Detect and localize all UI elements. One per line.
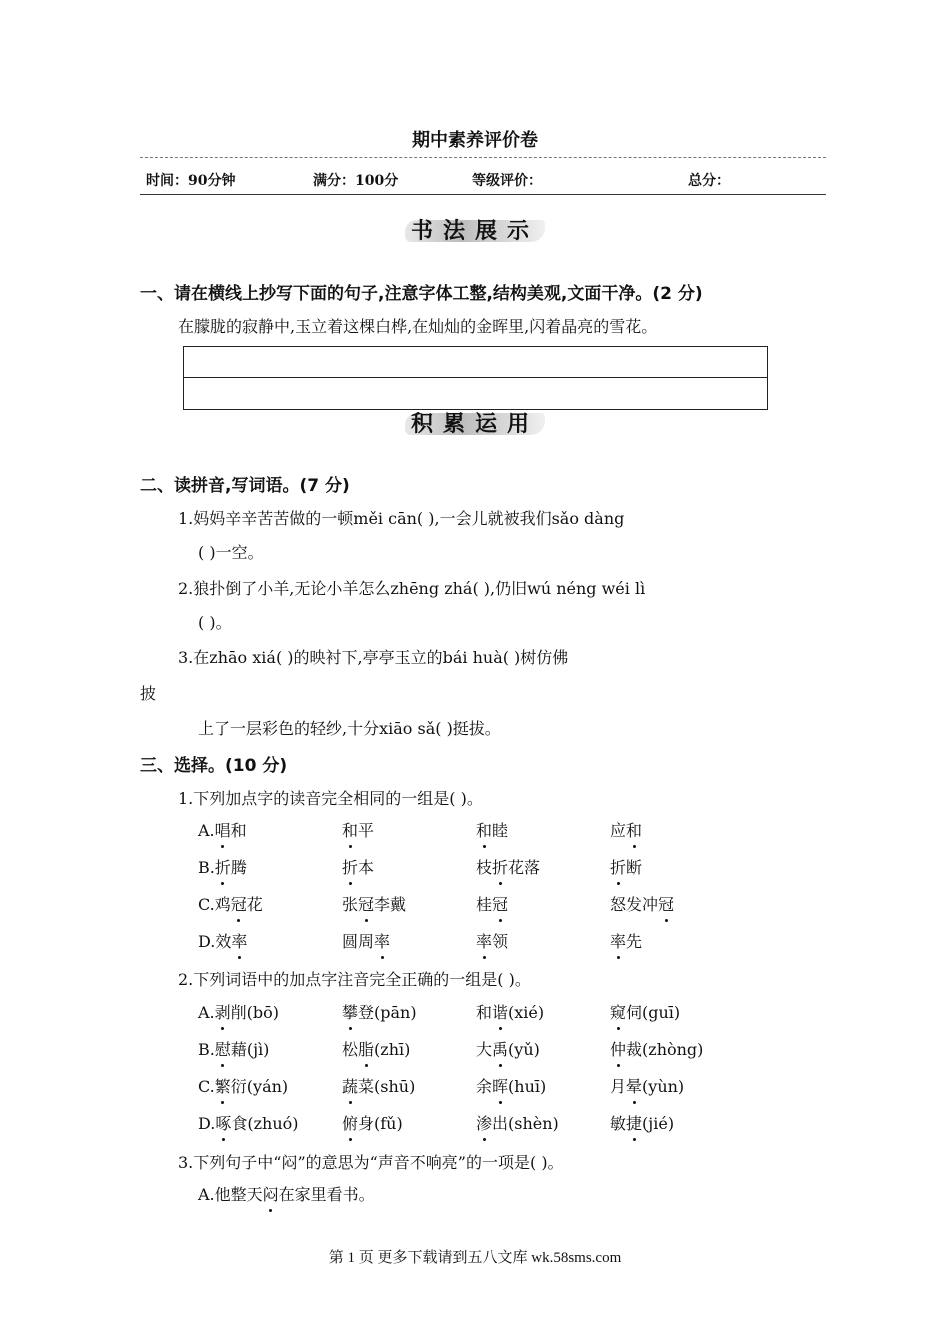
dotted-char: 冠 xyxy=(658,892,674,915)
dotted-char: 和 xyxy=(342,818,358,841)
full-score-label: 满分：100分 xyxy=(313,173,399,189)
time-label: 时间：90分钟 xyxy=(146,173,236,189)
dotted-char: 谐 xyxy=(492,1000,508,1023)
banner-label: 积累运用 xyxy=(410,412,539,437)
dotted-char: 唱 xyxy=(215,818,231,841)
q3-sub1-option xyxy=(610,818,642,841)
dotted-char: 禹 xyxy=(492,1037,508,1060)
dotted-char: 率 xyxy=(476,929,492,952)
option-text: 菜(shū) xyxy=(358,1077,416,1096)
option-text: 大 xyxy=(476,1040,493,1059)
q3-sub1-option xyxy=(198,855,247,878)
option-text: 本 xyxy=(358,858,375,877)
section-banner-calligraphy xyxy=(405,214,545,244)
section-banner-accumulation xyxy=(405,407,545,437)
q2-line: 3.在zhāo xiá( )的映衬下,亭亭玉立的bái huà( )树仿佛 xyxy=(178,648,569,667)
option-text: 敏 xyxy=(610,1114,627,1133)
option-text: 圆周 xyxy=(342,932,375,951)
question-1-title: 一、请在横线上抄写下面的句子,注意字体工整,结构美观,文面干净。(2 分) xyxy=(140,284,703,304)
q3-sub1-option xyxy=(342,855,374,878)
question-3-title: 三、选择。(10 分) xyxy=(140,756,288,776)
option-text: 领 xyxy=(492,932,509,951)
writing-line xyxy=(184,377,767,378)
dotted-char: 俯 xyxy=(342,1111,358,1134)
option-text: 松 xyxy=(342,1040,359,1059)
option-text: 余 xyxy=(476,1077,493,1096)
option-text: (jié) xyxy=(642,1114,675,1133)
q3-sub2-option xyxy=(610,1000,680,1023)
dotted-char: 攀 xyxy=(342,1000,358,1023)
option-text: 登(pān) xyxy=(358,1003,417,1022)
q3-sub1-option xyxy=(476,818,508,841)
option-text: 食(zhuó) xyxy=(231,1114,299,1133)
q3-sub1-option xyxy=(610,929,642,952)
q2-line: ( )。 xyxy=(198,613,232,632)
option-text: A. xyxy=(198,1003,215,1022)
option-text: (huī) xyxy=(508,1077,547,1096)
dotted-char: 捷 xyxy=(626,1111,642,1134)
option-text: D.效 xyxy=(198,932,232,951)
option-text: 藉(jì) xyxy=(230,1040,270,1059)
writing-box[interactable] xyxy=(183,346,768,410)
option-text: 削(bō) xyxy=(230,1003,280,1022)
dotted-char: 窥 xyxy=(610,1000,626,1023)
q2-line: 1.妈妈辛辛苦苦做的一顿měi cān( ),一会儿就被我们sǎo dàng xyxy=(178,509,625,528)
option-text: 枝 xyxy=(476,858,493,877)
option-text: 和 xyxy=(476,1003,493,1022)
q3-sub1-option xyxy=(342,818,374,841)
dotted-char: 折 xyxy=(610,855,626,878)
dotted-char: 渗 xyxy=(476,1111,492,1134)
option-text: 李戴 xyxy=(374,895,407,914)
q3-sub2-option xyxy=(610,1037,703,1060)
dotted-char: 冠 xyxy=(231,892,247,915)
q3-sub2-option xyxy=(198,1111,299,1134)
q3-sub2-option xyxy=(476,1111,559,1134)
option-text: (yǔ) xyxy=(508,1040,540,1059)
option-text: 应 xyxy=(610,821,627,840)
dotted-char: 折 xyxy=(215,855,231,878)
q3-sub1-option xyxy=(198,929,247,952)
dotted-char: 率 xyxy=(610,929,626,952)
dotted-char: 晕 xyxy=(626,1074,642,1097)
q3-sub1-option xyxy=(476,929,508,952)
option-text: 花 xyxy=(246,895,263,914)
q3-sub2-option xyxy=(342,1074,415,1097)
dotted-char: 闷 xyxy=(263,1182,279,1205)
q3-sub1-option xyxy=(610,855,642,878)
option-text: A. xyxy=(198,821,215,840)
page-footer: 第 1 页 更多下载请到五八文库 wk.58sms.com xyxy=(328,1250,622,1266)
option-a: A.他整天闷在家里看书。 xyxy=(198,1182,375,1205)
option-text: 裁(zhòng) xyxy=(626,1040,704,1059)
dotted-char: 冠 xyxy=(492,892,508,915)
copy-sentence: 在朦胧的寂静中,玉立着这棵白桦,在灿灿的金晖里,闪着晶亮的雪花。 xyxy=(178,317,658,336)
q3-sub2-option xyxy=(476,1037,540,1060)
question-2-title: 二、读拼音,写词语。(7 分) xyxy=(140,476,350,496)
option-text: 断 xyxy=(626,858,643,877)
option-text: 出(shèn) xyxy=(492,1114,559,1133)
q3-sub1-option xyxy=(198,892,263,915)
q3-sub1-option xyxy=(476,892,508,915)
dotted-char: 冠 xyxy=(358,892,374,915)
q3-sub1-option xyxy=(198,818,247,841)
q3-sub2-option xyxy=(342,1000,417,1023)
option-text: 花落 xyxy=(508,858,541,877)
option-text: 和 xyxy=(230,821,247,840)
q3-sub2-option xyxy=(342,1037,410,1060)
q3-sub2-option xyxy=(198,1074,288,1097)
option-text: 睦 xyxy=(492,821,509,840)
q3-sub1-option xyxy=(342,929,390,952)
option-text: C. xyxy=(198,1077,215,1096)
option-text: 怒发冲 xyxy=(610,895,659,914)
option-text: 月 xyxy=(610,1077,627,1096)
option-text: 腾 xyxy=(230,858,247,877)
q3-sub3-stem: 3.下列句子中“闷”的意思为“声音不响亮”的一项是( )。 xyxy=(178,1153,564,1172)
q3-sub1-option xyxy=(342,892,406,915)
q2-line: 上了一层彩色的轻纱,十分xiāo sǎ( )挺拔。 xyxy=(198,719,501,738)
q3-sub1-option xyxy=(476,855,540,878)
option-text: 身(fǔ) xyxy=(358,1114,403,1133)
option-text: (yùn) xyxy=(642,1077,685,1096)
q2-line: 2.狼扑倒了小羊,无论小羊怎么zhēng zhá( ),仍旧wú néng wéi lì xyxy=(178,579,646,598)
dotted-char: 折 xyxy=(492,855,508,878)
q3-sub2-option xyxy=(198,1000,279,1023)
q3-sub1-stem: 1.下列加点字的读音完全相同的一组是( )。 xyxy=(178,789,483,808)
option-text: (xié) xyxy=(508,1003,545,1022)
q3-sub2-option xyxy=(476,1000,544,1023)
option-text: 伺(guī) xyxy=(626,1003,681,1022)
grade-label: 等级评价： xyxy=(472,173,542,189)
option-text: 张 xyxy=(342,895,359,914)
option-text: B. xyxy=(198,858,215,877)
dotted-char: 晖 xyxy=(492,1074,508,1097)
option-text: 桂 xyxy=(476,895,493,914)
q3-sub1-option xyxy=(610,892,674,915)
dotted-char: 和 xyxy=(626,818,642,841)
dotted-char: 繁 xyxy=(215,1074,231,1097)
q3-sub2-option xyxy=(476,1074,546,1097)
q3-sub2-option xyxy=(610,1111,674,1134)
total-label: 总分： xyxy=(688,173,730,189)
dotted-char: 蔬 xyxy=(342,1074,358,1097)
dotted-char: 率 xyxy=(374,929,390,952)
dotted-char: 率 xyxy=(231,929,247,952)
dotted-char: 脂 xyxy=(358,1037,374,1060)
option-text: 平 xyxy=(358,821,375,840)
dotted-char: 仲 xyxy=(610,1037,626,1060)
q3-sub2-option xyxy=(610,1074,684,1097)
banner-label: 书法展示 xyxy=(410,219,539,244)
option-text: B. xyxy=(198,1040,215,1059)
dotted-char: 慰 xyxy=(215,1037,231,1060)
dashed-divider xyxy=(140,157,826,158)
option-text: C.鸡 xyxy=(198,895,231,914)
header-divider xyxy=(140,194,826,195)
q3-sub2-option xyxy=(342,1111,403,1134)
q3-sub2-option xyxy=(198,1037,269,1060)
dotted-char: 和 xyxy=(476,818,492,841)
q2-line: ( )一空。 xyxy=(198,543,264,562)
page-title: 期中素养评价卷 xyxy=(412,130,538,151)
dotted-char: 啄 xyxy=(215,1111,231,1134)
q2-line: 披 xyxy=(140,684,157,703)
dotted-char: 剥 xyxy=(215,1000,231,1023)
option-text: D. xyxy=(198,1114,216,1133)
option-text: (zhī) xyxy=(374,1040,411,1059)
dotted-char: 折 xyxy=(342,855,358,878)
q3-sub2-stem: 2.下列词语中的加点字注音完全正确的一组是( )。 xyxy=(178,970,531,989)
option-text: 先 xyxy=(626,932,643,951)
option-text: 衍(yán) xyxy=(230,1077,289,1096)
